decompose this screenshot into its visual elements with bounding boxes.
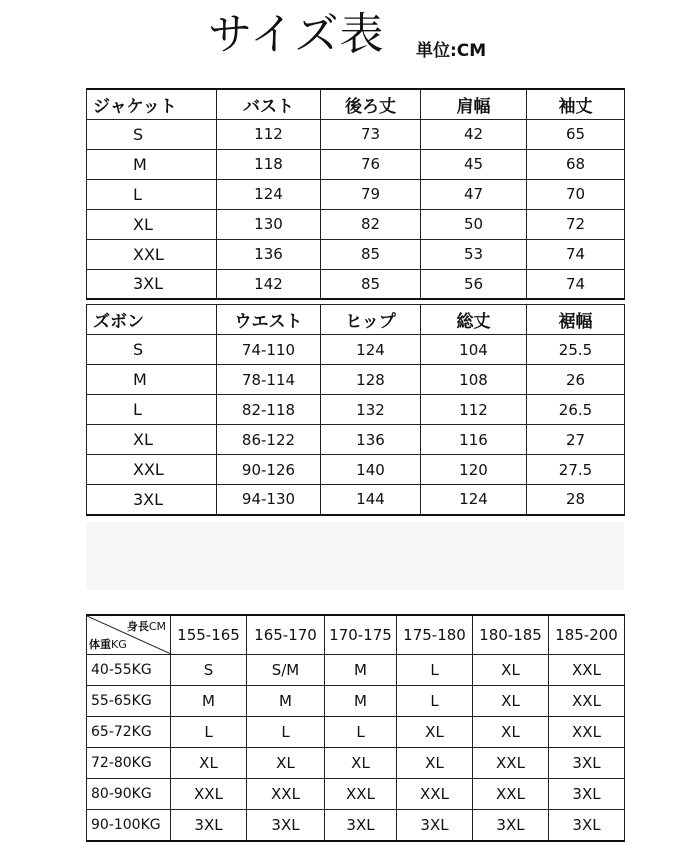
weight-label: 55-65KG <box>87 686 171 717</box>
size-label: S <box>87 335 217 365</box>
table-cell: 112 <box>421 395 527 425</box>
table-cell: 26 <box>527 365 625 395</box>
table-cell: 136 <box>321 425 421 455</box>
table-cell: XXL <box>549 686 625 717</box>
table-cell: 112 <box>217 119 321 149</box>
table-cell: 27.5 <box>527 455 625 485</box>
table-row <box>87 269 625 299</box>
table-cell: 3XL <box>325 810 397 841</box>
table-cell: 3XL <box>549 810 625 841</box>
corner-header-cell <box>87 615 171 655</box>
size-label: XL <box>87 425 217 455</box>
table-cell: 25.5 <box>527 335 625 365</box>
table-cell: L <box>397 686 473 717</box>
height-weight-size-table <box>86 614 625 842</box>
table-cell: 53 <box>421 239 527 269</box>
table-cell: XL <box>247 748 325 779</box>
height-header-cell: 155-165 <box>171 615 247 655</box>
table-cell: 82 <box>321 209 421 239</box>
table-cell: XL <box>397 748 473 779</box>
table-cell: M <box>171 686 247 717</box>
table-cell: 74-110 <box>217 335 321 365</box>
jacket-header-cell: 後ろ丈 <box>321 89 421 119</box>
pants-header-cell: ヒップ <box>321 305 421 335</box>
table-row <box>87 365 625 395</box>
table-cell: 116 <box>421 425 527 455</box>
table-cell: 3XL <box>473 810 549 841</box>
size-label: 3XL <box>87 269 217 299</box>
size-label: XL <box>87 209 217 239</box>
jacket-header-cell: 袖丈 <box>527 89 625 119</box>
table-cell: 42 <box>421 119 527 149</box>
table-cell: 72 <box>527 209 625 239</box>
weight-label: 72-80KG <box>87 748 171 779</box>
jacket-header-cell: バスト <box>217 89 321 119</box>
pants-header-cell: 総丈 <box>421 305 527 335</box>
table-cell: 144 <box>321 485 421 515</box>
table-row <box>87 810 625 841</box>
table-cell: 90-126 <box>217 455 321 485</box>
table-cell: XXL <box>397 779 473 810</box>
table-cell: L <box>247 717 325 748</box>
page-title: サイズ表 <box>208 9 385 60</box>
height-header-cell: 165-170 <box>247 615 325 655</box>
table-row <box>87 209 625 239</box>
size-label: M <box>87 365 217 395</box>
size-label: M <box>87 149 217 179</box>
table-cell: 124 <box>321 335 421 365</box>
table-cell: XXL <box>473 779 549 810</box>
table-row <box>87 395 625 425</box>
size-label: XXL <box>87 239 217 269</box>
size-label: L <box>87 395 217 425</box>
table-cell: L <box>171 717 247 748</box>
table-cell: 85 <box>321 269 421 299</box>
pants-header-row <box>87 305 625 335</box>
table-cell: 128 <box>321 365 421 395</box>
size-label: L <box>87 179 217 209</box>
table-row <box>87 179 625 209</box>
table-cell: S/M <box>247 655 325 686</box>
jacket-header-row <box>87 89 625 119</box>
table-cell: 130 <box>217 209 321 239</box>
pants-header-cell: ズボン <box>87 305 217 335</box>
table-cell: 142 <box>217 269 321 299</box>
table-cell: XL <box>397 717 473 748</box>
table-cell: 79 <box>321 179 421 209</box>
pants-header-cell: 裾幅 <box>527 305 625 335</box>
jacket-size-table <box>86 88 625 300</box>
table-cell: 118 <box>217 149 321 179</box>
spacer-band <box>86 522 624 590</box>
table-row <box>87 335 625 365</box>
size-label: XXL <box>87 455 217 485</box>
table-cell: 86-122 <box>217 425 321 455</box>
table-cell: XL <box>473 655 549 686</box>
table-cell: 27 <box>527 425 625 455</box>
table-cell: XL <box>473 686 549 717</box>
pants-header-cell: ウエスト <box>217 305 321 335</box>
height-label-text: 身長 <box>126 620 149 633</box>
table-cell: L <box>397 655 473 686</box>
height-header-cell: 180-185 <box>473 615 549 655</box>
table-row <box>87 686 625 717</box>
corner-height-label <box>127 618 166 634</box>
table-cell: 82-118 <box>217 395 321 425</box>
table-cell: M <box>325 655 397 686</box>
table-cell: XL <box>171 748 247 779</box>
table-cell: 132 <box>321 395 421 425</box>
table-cell: 3XL <box>171 810 247 841</box>
table-cell: 3XL <box>397 810 473 841</box>
table-cell: M <box>325 686 397 717</box>
table-row <box>87 655 625 686</box>
height-header-cell: 170-175 <box>325 615 397 655</box>
table-cell: 3XL <box>549 779 625 810</box>
table-cell: XXL <box>325 779 397 810</box>
weight-label: 90-100KG <box>87 810 171 841</box>
corner-weight-label <box>89 636 127 652</box>
table-cell: 104 <box>421 335 527 365</box>
table-cell: 94-130 <box>217 485 321 515</box>
height-header-cell: 175-180 <box>397 615 473 655</box>
table-row <box>87 149 625 179</box>
table-cell: 74 <box>527 269 625 299</box>
table-cell: XXL <box>171 779 247 810</box>
table-cell: XXL <box>549 655 625 686</box>
table-cell: 65 <box>527 119 625 149</box>
jacket-header-cell: ジャケット <box>87 89 217 119</box>
pants-size-table <box>86 304 625 516</box>
table-cell: 47 <box>421 179 527 209</box>
height-unit-text: CM <box>148 620 166 633</box>
table-cell: 28 <box>527 485 625 515</box>
table-cell: 140 <box>321 455 421 485</box>
table-cell: 70 <box>527 179 625 209</box>
unit-label: 単位:CM <box>416 41 487 61</box>
table-row <box>87 717 625 748</box>
height-header-cell: 185-200 <box>549 615 625 655</box>
table-cell: 3XL <box>247 810 325 841</box>
table-cell: 3XL <box>549 748 625 779</box>
table-cell: 50 <box>421 209 527 239</box>
table-cell: 85 <box>321 239 421 269</box>
table-cell: XXL <box>473 748 549 779</box>
table-cell: 136 <box>217 239 321 269</box>
table-cell: S <box>171 655 247 686</box>
table-cell: 26.5 <box>527 395 625 425</box>
table-cell: 74 <box>527 239 625 269</box>
table-cell: 68 <box>527 149 625 179</box>
weight-label: 65-72KG <box>87 717 171 748</box>
weight-unit-text: KG <box>111 638 127 651</box>
table-row <box>87 485 625 515</box>
table-cell: XL <box>325 748 397 779</box>
jacket-header-cell: 肩幅 <box>421 89 527 119</box>
table-row <box>87 779 625 810</box>
table-cell: L <box>325 717 397 748</box>
table-cell: 76 <box>321 149 421 179</box>
height-header-row <box>87 615 625 655</box>
table-cell: 56 <box>421 269 527 299</box>
table-cell: XXL <box>247 779 325 810</box>
table-cell: XL <box>473 717 549 748</box>
table-row <box>87 748 625 779</box>
table-row <box>87 425 625 455</box>
weight-label: 80-90KG <box>87 779 171 810</box>
table-cell: 124 <box>421 485 527 515</box>
table-cell: 78-114 <box>217 365 321 395</box>
table-cell: 73 <box>321 119 421 149</box>
table-cell: 124 <box>217 179 321 209</box>
weight-label-text: 体重 <box>89 638 111 651</box>
size-label: 3XL <box>87 485 217 515</box>
table-cell: 120 <box>421 455 527 485</box>
table-cell: XXL <box>549 717 625 748</box>
table-cell: M <box>247 686 325 717</box>
size-label: S <box>87 119 217 149</box>
table-row <box>87 455 625 485</box>
table-row <box>87 239 625 269</box>
table-cell: 108 <box>421 365 527 395</box>
table-cell: 45 <box>421 149 527 179</box>
weight-label: 40-55KG <box>87 655 171 686</box>
table-row <box>87 119 625 149</box>
